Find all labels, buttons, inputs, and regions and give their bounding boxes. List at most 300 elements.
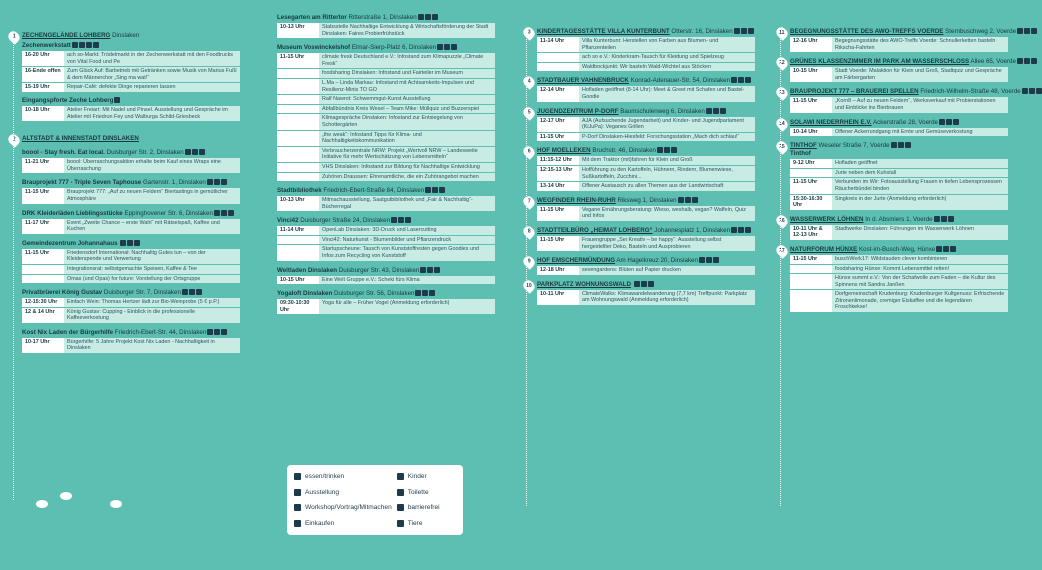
event-time: 11-15 Uhr — [790, 255, 832, 264]
event-row — [537, 53, 755, 62]
amenity-icon — [741, 28, 747, 34]
event-time: 12-18 Uhr — [537, 266, 579, 275]
event-description: climate fresk Deutschland e.V.: Infostand zum Klimapuzzle „Climate Fresk“ — [319, 53, 495, 68]
event-row — [537, 236, 755, 251]
venue-title[interactable]: Privatbrüerei König Gustav — [22, 289, 103, 297]
venue-address: Riksweg 1, Dinslaken — [617, 196, 677, 204]
event-description: Brauprojekt 777: „Auf zu neuen Feldern“ Biertastings in gemütlicher Atmosphäre — [64, 188, 240, 203]
event-time — [277, 69, 319, 78]
amenity-icon — [422, 290, 428, 296]
event-description: Villa Kunterbunt: Herstellen von Farben aus Blumen- und Pflanzenteilen — [579, 37, 755, 52]
event-time — [277, 114, 319, 129]
event-description: ach so-Markt: Trödelmarkt in der Zechenwerkstatt mit den Foodtrucks von Vital Food und Pe — [64, 51, 240, 66]
bee-icon — [110, 500, 122, 508]
event-time: 12-17 Uhr — [537, 117, 579, 132]
event-time: 11-15 Uhr — [22, 188, 64, 203]
event-row — [537, 63, 755, 72]
event-description: Yoga für alle – Früher Vogel (Anmeldung erforderlich) — [319, 299, 495, 314]
workshop-icon — [79, 42, 85, 48]
legend-item: Kinder — [396, 470, 457, 484]
amenity-icon — [720, 108, 726, 114]
event-time — [277, 131, 319, 146]
event-time: 12 & 14 Uhr — [22, 308, 64, 323]
legend-item: Ausstellung — [293, 486, 392, 500]
venue-block — [526, 280, 755, 305]
event-row — [22, 249, 240, 264]
event-description: boool: Überraschungsaktion erhalte beim Kauf eines Wraps eine Überraschung — [64, 158, 240, 173]
amenity-icon — [221, 179, 227, 185]
location-pin-icon: 13 — [774, 86, 790, 102]
location-pin-icon: 7 — [521, 194, 537, 210]
amenity-icon — [748, 28, 754, 34]
event-row — [790, 225, 1008, 240]
event-row — [790, 169, 1008, 178]
venue-block — [779, 58, 1016, 82]
location-pin-icon: 1 — [6, 29, 22, 45]
amenity-icon — [434, 267, 440, 273]
event-time: 12-16 Uhr — [790, 37, 832, 52]
event-description: Hofladen geöffnet (8-14 Uhr): Meet & Greet mit Schafen und Bastel-Goodie — [579, 86, 755, 101]
venue-address: Otterstr. 16, Dinslaken — [671, 28, 733, 35]
venue-address: Johannesplatz 1, Dinslaken — [654, 226, 731, 234]
amenity-icon — [953, 119, 959, 125]
event-time — [537, 53, 579, 62]
event-description: Stadtwerke Dinslaken: Führungen im Wasserwerk Löhnen — [832, 225, 1008, 240]
amenity-icon — [432, 187, 438, 193]
location-title[interactable]: ALTSTADT & INNENSTADT DINSLAKEN — [22, 135, 139, 143]
amenity-icon — [731, 77, 737, 83]
event-description: Startupscheune: Tausch von Kunststoffresten gegen Goodies und Infos zum Recycling von Kunststoff — [319, 245, 495, 260]
venue-block — [22, 289, 240, 323]
event-time: 9-12 Uhr — [790, 159, 832, 168]
amenity-icon — [713, 108, 719, 114]
venue-block — [779, 215, 1008, 240]
venue-block — [527, 257, 755, 275]
amenity-icon — [196, 289, 202, 295]
amenity-icon — [127, 240, 133, 246]
location-pin-icon: 9 — [521, 254, 537, 270]
exhibition-icon — [114, 97, 120, 103]
column-3 — [526, 22, 755, 566]
event-row — [790, 274, 1008, 289]
amenity-icon — [192, 149, 198, 155]
event-description: Integrationsrat: selbstgemachte Speisen, Kaffee & Tee — [64, 265, 240, 274]
event-description: ClimateWalks: Klimawandelwanderung (7,7 km) Treffpunkt: Parkplatz am Wohnungswald (Anmeldung erforderlich) — [579, 290, 755, 305]
venue-address: Duisburger Str. 7, Dinslaken — [103, 289, 181, 297]
venue-title[interactable]: Lesegarten am Rittertor — [277, 14, 347, 21]
event-time — [277, 163, 319, 172]
amenity-icon — [391, 217, 397, 223]
venue-title[interactable]: WEGFINDER RHEIN-RUHR — [537, 196, 616, 204]
legend-item: essen/trinken — [293, 470, 392, 484]
event-description: Verbraucherzentrale NRW: Projekt „Wertvoll NRW – Landesweite Initiative für mehr Wertschätzung von Lebensmitteln“ — [319, 147, 495, 162]
event-row — [22, 219, 240, 234]
workshop-icon — [294, 504, 301, 511]
event-row — [790, 159, 1008, 168]
event-row — [277, 245, 495, 260]
amenity-icon — [425, 187, 431, 193]
amenity-icon — [685, 197, 691, 203]
venue-address: Weseler Straße 7, Voerde — [818, 142, 890, 150]
event-row — [790, 97, 1008, 112]
amenity-icon — [671, 147, 677, 153]
event-row — [277, 226, 495, 235]
event-time — [790, 265, 832, 274]
event-time — [277, 245, 319, 260]
event-description: Omas (und Opas) for future: Vorstellung der Ortsgruppe — [64, 275, 240, 284]
amenity-icon — [185, 149, 191, 155]
event-description: Stabsstelle Nachhaltige Entwicklung & Wirtschaftsförderung der Stadt Dinslaken: Faires Probierfrühstück — [319, 23, 495, 38]
venue-block — [779, 245, 1008, 312]
venue-address: Baumschulenweg 6, Dinslaken — [620, 107, 705, 115]
amenity-icon — [437, 44, 443, 50]
animals-icon — [397, 520, 404, 527]
venue-block — [22, 329, 240, 353]
event-row — [790, 67, 1008, 82]
venue-block — [527, 107, 755, 142]
event-row — [22, 338, 240, 353]
event-description: Hofladen geöffnet — [832, 159, 1008, 168]
event-row — [537, 86, 755, 101]
event-row — [790, 290, 1008, 312]
venue-address: Duisburger Straße 24, Dinslaken — [300, 217, 391, 225]
venue-title[interactable]: Brauprojekt 777 - Triple Seven Taphouse — [22, 179, 142, 187]
amenity-icon — [738, 77, 744, 83]
event-row — [790, 178, 1008, 193]
venue-block — [277, 14, 495, 38]
event-description: Friedensdorf International: Nachhaltig Gutes tun – von der Kleiderspende und Verwertung — [64, 249, 240, 264]
venue-address: Eppinghovener Str. 6, Dinslaken — [124, 209, 213, 217]
amenity-icon — [950, 246, 956, 252]
event-description: VHS Dinslaken: Infostand zur Bildung für Nachhaltige Entwicklung — [319, 163, 495, 172]
event-row — [537, 37, 755, 52]
event-time: 11:15-12 Uhr — [537, 156, 579, 165]
event-description: AJA (Aufsuchende Jugendarbeit) und Kinder- und Jugendparlament (KiJuPa): Veganes Grillen — [579, 117, 755, 132]
venue-title[interactable]: WASSERWERK LÖHNEN — [790, 215, 864, 223]
venue-subtitle: Tinthof — [790, 150, 811, 158]
amenity-icon — [943, 246, 949, 252]
location-pin-icon: 16 — [774, 213, 790, 229]
amenity-icon — [948, 216, 954, 222]
venue-block — [22, 179, 240, 203]
event-description: Zum Glück Auf: Barbetrieb mit Getränken sowie Musik von Marius Fußl & dem Männerchor „Sing ma wat!“ — [64, 67, 240, 82]
venue-block — [527, 196, 755, 221]
venue-title[interactable]: Museum Voswinckelshof — [277, 44, 351, 52]
event-time: 11-15 Uhr — [537, 236, 579, 251]
event-row — [22, 265, 240, 274]
amenity-icon — [221, 329, 227, 335]
venue-title[interactable]: Gemeindezentrum Johannahaus — [22, 239, 118, 247]
event-time — [790, 290, 832, 312]
toilet-icon — [397, 489, 404, 496]
event-row — [790, 37, 1008, 52]
venue-title[interactable]: TINTHOF — [790, 142, 817, 150]
event-row — [537, 182, 755, 191]
event-row — [277, 105, 495, 114]
event-time: 10-11 Uhr & 12-13 Uhr — [790, 225, 832, 240]
amenity-icon — [745, 77, 751, 83]
event-description: Ralf Nawrot: Schwemmgut-Kunst Ausstellung — [319, 95, 495, 104]
amenity-icon — [1036, 88, 1042, 94]
column-1 — [12, 26, 240, 570]
event-row — [22, 158, 240, 173]
location-pin-icon: 3 — [521, 25, 537, 41]
venue-title[interactable]: SOLAWI NIEDERRHEIN E.V. — [790, 118, 872, 126]
amenity-icon — [738, 227, 744, 233]
dotted-trail — [13, 40, 14, 500]
amenity-icon — [398, 217, 404, 223]
venue-address: Duisburger Str. 56, Dinslaken — [333, 290, 415, 298]
location-pin-icon: 14 — [774, 116, 790, 132]
event-time — [22, 265, 64, 274]
venue-block — [779, 88, 1021, 112]
legend-item: Einkaufen — [293, 517, 392, 531]
event-row — [790, 255, 1008, 264]
event-description: Hünxe summt e.V.: Von der Schafwolle zum Faden – die Kultur des Spinnens mit Sandra Janßen — [832, 274, 1008, 289]
event-time — [277, 236, 319, 245]
amenity-icon — [1024, 58, 1030, 64]
amenity-icon — [425, 14, 431, 20]
event-description: Eine Welt Gruppe e.V.: Scheki fürs Klima — [319, 276, 495, 285]
venue-title[interactable]: BRAUPROJEKT 777 – BRAUEREI SPELLEN — [790, 88, 919, 96]
amenity-icon — [946, 119, 952, 125]
amenity-icon — [199, 149, 205, 155]
amenity-icon — [439, 187, 445, 193]
location-pin-icon: 2 — [6, 132, 22, 148]
venue-title[interactable]: JUGENDZENTRUM P-DORF — [537, 107, 619, 115]
amenity-icon — [745, 227, 751, 233]
venue-title[interactable]: GRÜNES KLASSENZIMMER IM PARK AM WASSERSCHLOSS — [790, 58, 970, 66]
event-description: Verbunden im Wir: Fotoausstellung Frauen in tiefen Lebensprozessen Räucherbündel binden — [832, 178, 1008, 193]
shopping-icon — [294, 520, 301, 527]
event-time: 10-18 Uhr — [22, 106, 64, 121]
amenity-icon — [1017, 28, 1023, 34]
accessible-icon — [397, 504, 404, 511]
amenity-icon — [1024, 28, 1030, 34]
event-row — [22, 83, 240, 92]
event-row — [277, 53, 495, 68]
dotted-trail — [780, 36, 781, 506]
venue-block — [22, 210, 240, 234]
event-row — [22, 67, 240, 82]
amenity-icon — [1029, 88, 1035, 94]
event-row — [277, 114, 495, 129]
event-row — [277, 131, 495, 146]
event-description: Bürgerhilfe: 5 Jahre Projekt Kost Nix Laden - Nachhaltigkeit in Dinslaken — [64, 338, 240, 353]
event-time: 11-15 Uhr — [537, 206, 579, 221]
accessible-icon — [93, 42, 99, 48]
event-description: foodsharing Hünxe: Kommt Lebensmittel retten! — [832, 265, 1008, 274]
event-time: 11-15 Uhr — [537, 133, 579, 142]
amenity-icon — [214, 179, 220, 185]
event-time: 10-17 Uhr — [22, 338, 64, 353]
location-pin-icon: 17 — [774, 243, 790, 259]
amenity-icon — [713, 257, 719, 263]
amenity-icon — [405, 217, 411, 223]
event-description: Begegnungsstätte des AWO-Treffs Voerde: Schnullerketten basteln Rikscha-Fahrten — [832, 37, 1008, 52]
amenity-icon — [228, 210, 234, 216]
event-time: 10-11 Uhr — [537, 290, 579, 305]
event-time: 10-15 Uhr — [790, 67, 832, 82]
event-description: König Gustav: Cupping - Einblick in die professionelle Kaffeeverkostung — [64, 308, 240, 323]
event-description: Offener Ackerrundgang mit Ernte und Gemüseverkostung — [832, 128, 1008, 137]
event-description: Atelier Freiart: Mit Nadel und Pinsel. Ausstellung und Gespräche im Atelier mit Friedrun Fey und Walburga Schild-Griesbeck — [64, 106, 240, 121]
event-description: L.Ma – Linda Markau: Infostand mit Achtsamkeits-Impulsen und Resilienz-Minis TO GO — [319, 79, 495, 94]
amenity-icon — [182, 289, 188, 295]
event-description: „Korn8 – Auf zu neuen Feldern“, Werksverkauf mit Probierstationen und Einblicke ins Bierbrauen — [832, 97, 1008, 112]
event-row — [537, 133, 755, 142]
event-row — [537, 290, 755, 305]
venue-title[interactable]: Vinci42 — [277, 217, 299, 225]
event-description: Waldbockjunkt: Wir basteln Wald-Wichtel aus Stöcken — [579, 63, 755, 72]
amenity-icon — [189, 289, 195, 295]
event-row — [22, 298, 240, 307]
event-time — [277, 79, 319, 94]
legend — [287, 465, 463, 535]
event-time: 10-15 Uhr — [277, 276, 319, 285]
event-description: Vegane Ernährungsberatung: Wieso, weshalb, vegan? Waffeln, Quiz und Infos — [579, 206, 755, 221]
event-description: foodsharing Dinslaken: Infostand und Fairteiler im Museum — [319, 69, 495, 78]
venue-block — [779, 118, 1008, 137]
location-pin-icon: 8 — [521, 224, 537, 240]
event-time: 12:15-13 Uhr — [537, 166, 579, 181]
amenity-icon — [451, 44, 457, 50]
venue-title[interactable]: HOF MOELLEKEN — [537, 147, 591, 155]
venue-title[interactable]: KINDERTAGESSTÄTTE VILLA KUNTERBUNT — [537, 28, 670, 35]
event-time — [277, 173, 319, 182]
amenity-icon — [207, 329, 213, 335]
event-time: 12-14 Uhr — [537, 86, 579, 101]
amenity-icon — [905, 142, 911, 148]
amenity-icon — [1031, 28, 1037, 34]
event-time — [22, 275, 64, 284]
location-pin-icon: 6 — [521, 145, 537, 161]
venue-address: Friedrich-Wilhelm-Straße 48, Voerde — [920, 88, 1021, 96]
venue-title[interactable]: Stadtbibliothek — [277, 187, 322, 195]
amenity-icon — [415, 290, 421, 296]
dotted-trail — [526, 36, 527, 506]
venue-address: Bruchstr. 46, Dinslaken — [592, 147, 656, 155]
venue-title[interactable]: boool - Stay fresh. Eat local. — [22, 149, 105, 157]
venue-address: Am Hagelkreuz 20, Dinslaken — [616, 257, 698, 265]
venue-address: Duisburger Str. 43, Dinslaken — [338, 266, 420, 274]
amenity-icon — [706, 108, 712, 114]
event-time — [790, 169, 832, 178]
event-row — [537, 206, 755, 221]
event-time: 10-13 Uhr — [277, 23, 319, 38]
venue-address: Duisburger Str. 2, Dinslaken — [106, 149, 184, 157]
amenity-icon — [734, 28, 740, 34]
event-time: 12-15:30 Uhr — [22, 298, 64, 307]
venue-title[interactable]: Kost Nix Laden der Bürgerhilfe — [22, 328, 114, 336]
event-description: buschWerk17: Wildstauden clever kombinieren — [832, 255, 1008, 264]
venue-block — [779, 142, 1008, 210]
amenity-icon — [939, 119, 945, 125]
venue-title[interactable]: PARKPLATZ WOHNUNGSWALD — [537, 280, 631, 288]
amenity-icon — [664, 147, 670, 153]
event-row — [277, 23, 495, 38]
amenity-icon — [120, 240, 126, 246]
venue-title[interactable]: BEGEGNUNGSSTÄTTE DES AWO-TREFFS VOERDE — [790, 28, 944, 35]
venue-block — [277, 290, 495, 314]
venue-title[interactable]: DRK Kleiderläden Lieblingsstücke — [22, 209, 123, 217]
event-description: Singkreis in der Jurte (Anmeldung erforderlich) — [832, 195, 1008, 210]
location-pin-icon: 12 — [774, 55, 790, 71]
venue-title[interactable]: Weltladen Dinslaken — [277, 266, 338, 274]
amenity-icon — [207, 179, 213, 185]
venue-block — [22, 149, 240, 173]
location-pin-icon: 10 — [521, 278, 537, 294]
venue-title[interactable]: STADTBAUER VAHNENBRUCK — [537, 77, 629, 85]
event-row — [277, 79, 495, 94]
event-description: Mit dem Traktor (mit)fahren für Klein und Groß — [579, 156, 755, 165]
food-icon — [72, 42, 78, 48]
location-2 — [12, 135, 240, 353]
venue-title[interactable]: Yogaloft Dinslaken — [277, 290, 333, 298]
event-time: 11-15 Uhr — [790, 178, 832, 193]
event-row — [22, 275, 240, 284]
event-time — [277, 147, 319, 162]
event-description: Stadt Voerde: Malaktion für Klein und Groß, Stadtquiz und Gespräche am Färbergarten — [832, 67, 1008, 82]
event-time: 11-21 Uhr — [22, 158, 64, 173]
event-row — [790, 128, 1008, 137]
venue-address: Ritterstraße 1, Dinslaken — [348, 14, 417, 21]
event-description: Klimagespräche Dinslaken: Infostand zur Entsiegelung von Schottergärten — [319, 114, 495, 129]
venue-block — [779, 28, 1017, 52]
event-row — [537, 266, 755, 275]
amenity-icon — [134, 240, 140, 246]
event-time: 16-20 Uhr — [22, 51, 64, 66]
venue-title[interactable]: STADTTEILBÜRO „HEIMAT LOHBERG“ — [537, 226, 653, 234]
food-icon — [294, 473, 301, 480]
venue-block — [22, 240, 240, 283]
event-description: P-Dorf Dinslaken-Hiesfeld: Forschungsstation „Mach dich schlau!“ — [579, 133, 755, 142]
amenity-icon — [898, 142, 904, 148]
venue-title[interactable]: NATURFORUM HÜNXE — [790, 245, 858, 253]
venue-block — [277, 267, 495, 285]
venue-title[interactable]: HOF EMSCHERMÜNDUNG — [537, 257, 616, 265]
event-description: Offener Austausch zu allen Themen aus der Landwirtschaft — [579, 182, 755, 191]
venue-block — [527, 77, 755, 101]
event-row — [22, 188, 240, 203]
amenity-icon — [432, 14, 438, 20]
venue-block — [527, 147, 755, 190]
legend-item: Tiere — [396, 517, 457, 531]
location-title[interactable]: ZECHENGELÄNDE LOHBERG — [22, 32, 111, 39]
venue-block — [277, 44, 495, 181]
event-row — [277, 147, 495, 162]
venue-address: Elmar-Sierp-Platz 6, Dinslaken — [351, 44, 437, 52]
event-description: Dorfgemeinschaft Krudenburg: Krudenburger Kultgenuss: Erfrischende Zitronenlimonade, cremiger Eiskaffee und die legendären Froschkekse! — [832, 290, 1008, 312]
amenity-icon — [641, 281, 647, 287]
event-row — [22, 308, 240, 323]
event-description: Hofführung zu den Kartoffeln, Hühnern, Rindern, Blumenwiese, Sußkartoffeln, Zucchini... — [579, 166, 755, 181]
event-row — [537, 117, 755, 132]
amenity-icon — [444, 44, 450, 50]
venue-address: Kost-im-Busch-Weg, Hünxe — [859, 245, 936, 253]
event-time: 11-15 Uhr — [22, 249, 64, 264]
event-description: Vinci42: Naturkunst - Blumenbilder und Pflanzendruck — [319, 236, 495, 245]
bee-icon — [60, 492, 72, 500]
event-description: Abfallbündnis Kreis Wesel – Team Mike: Müllquiz und Buzzerspiel — [319, 105, 495, 114]
event-time: 16-Ende offen — [22, 67, 64, 82]
event-time: 10-14 Uhr — [790, 128, 832, 137]
location-pin-icon: 11 — [774, 25, 790, 41]
amenity-icon — [1031, 58, 1037, 64]
event-time — [277, 105, 319, 114]
event-row — [537, 166, 755, 181]
venue-address: Friedrich-Ebert-Str. 44, Dinslaken — [114, 328, 207, 336]
